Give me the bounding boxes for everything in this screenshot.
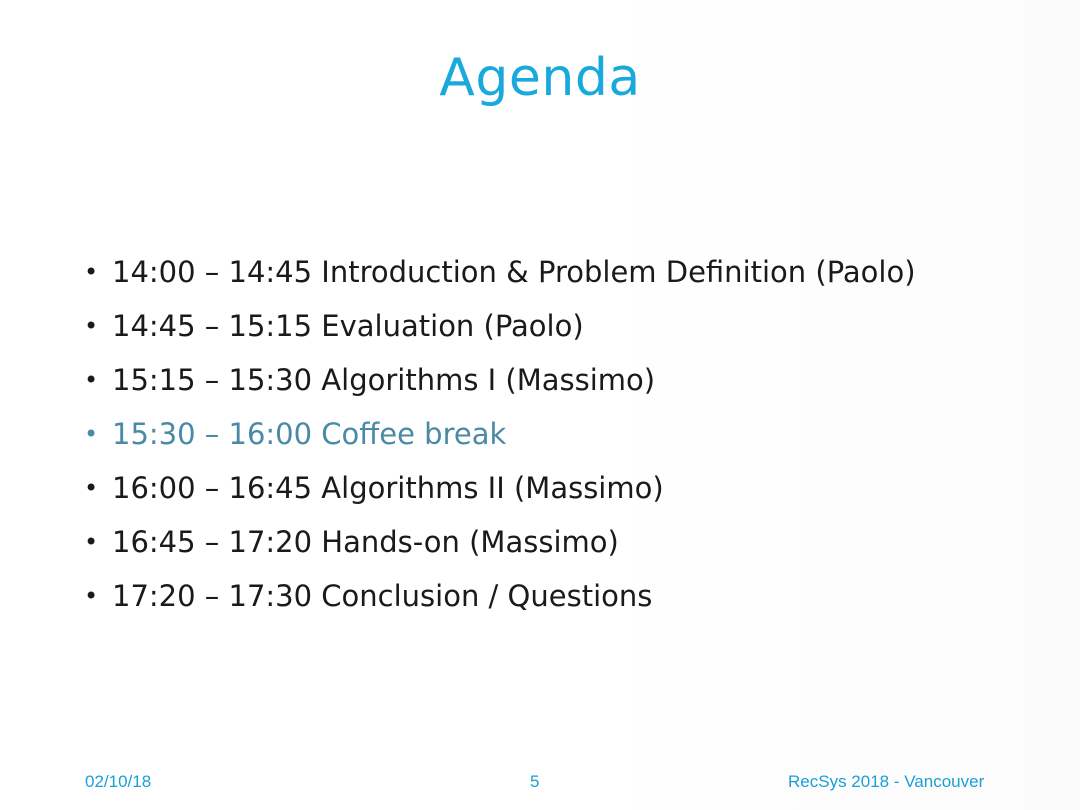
- agenda-item-text: 14:00 – 14:45 Introduction & Problem Definition (Paolo): [112, 255, 916, 289]
- slide-title: Agenda: [439, 48, 641, 108]
- agenda-item: [82, 572, 916, 626]
- agenda-item: [82, 356, 916, 410]
- agenda-item-text: 16:00 – 16:45 Algorithms II (Massimo): [112, 471, 664, 505]
- footer-page-number: 5: [530, 772, 540, 791]
- footer-event: RecSys 2018 - Vancouver: [788, 772, 985, 791]
- footer-date: 02/10/18: [85, 772, 152, 791]
- bullet-icon: •: [84, 366, 99, 394]
- agenda-item: [82, 302, 916, 356]
- bullet-icon: •: [84, 420, 99, 448]
- bullet-icon: •: [84, 474, 99, 502]
- agenda-list: [82, 248, 916, 626]
- agenda-item: [82, 248, 916, 302]
- agenda-item-text: 17:20 – 17:30 Conclusion / Questions: [112, 579, 653, 613]
- bullet-icon: •: [84, 582, 99, 610]
- agenda-item: [82, 464, 916, 518]
- agenda-item: [82, 518, 916, 572]
- bullet-icon: •: [84, 312, 99, 340]
- agenda-item-text: 15:15 – 15:30 Algorithms I (Massimo): [112, 363, 656, 397]
- bullet-icon: •: [84, 258, 99, 286]
- agenda-item-text: 14:45 – 15:15 Evaluation (Paolo): [112, 309, 584, 343]
- bullet-icon: •: [84, 528, 99, 556]
- agenda-item-text: 15:30 – 16:00 Coffee break: [112, 417, 507, 451]
- agenda-item-text: 16:45 – 17:20 Hands-on (Massimo): [112, 525, 619, 559]
- agenda-item-coffee-break: [82, 410, 916, 464]
